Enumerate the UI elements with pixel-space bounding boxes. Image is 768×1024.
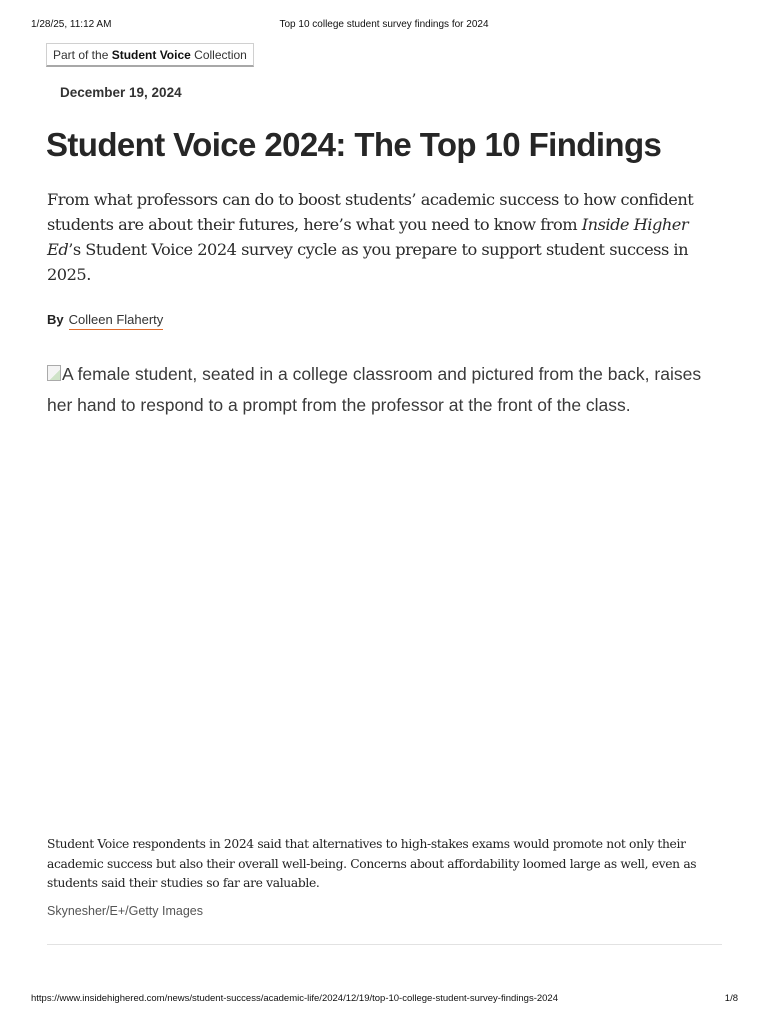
image-alt-text: A female student, seated in a college classroom and pictured from the back, raises her hand to respond to a prompt from the professor at the front of the class.: [47, 364, 702, 415]
print-url: https://www.insidehighered.com/news/student-success/academic-life/2024/12/19/top-10-college-student-survey-findings-2024: [31, 993, 559, 1004]
collection-name: Student Voice: [111, 48, 191, 62]
dek-publication: Inside Higher Ed: [47, 215, 689, 259]
dek-text-1: From what professors can do to boost students’ academic success to how confident students are about their futures, here’s what you need to know from: [47, 190, 694, 234]
collection-suffix: Collection: [190, 48, 247, 62]
print-header: [0, 19, 768, 33]
divider: [47, 944, 722, 945]
image-credit: Skynesher/E+/Getty Images: [47, 904, 203, 918]
article-dek: [47, 187, 722, 287]
collection-prefix: Part of the: [53, 48, 112, 62]
print-timestamp: 1/28/25, 11:12 AM: [31, 19, 112, 30]
image-caption: Student Voice respondents in 2024 said that alternatives to high-stakes exams would promote not only their academic success but also their overall well-being. Concerns about affordability loomed large as well, even as students said their studies so far are valuable.: [47, 837, 697, 890]
print-footer: [0, 993, 768, 1007]
byline-label: By: [47, 312, 64, 327]
byline: [47, 312, 163, 327]
page-number: 1/8: [724, 993, 738, 1004]
article-headline: Student Voice 2024: The Top 10 Findings: [46, 126, 662, 163]
print-page-title: Top 10 college student survey findings for 2024: [279, 19, 489, 30]
collection-tag-link[interactable]: [46, 43, 254, 67]
broken-image-icon: [47, 365, 61, 381]
article-date: December 19, 2024: [60, 85, 182, 100]
dek-text-2: ’s Student Voice 2024 survey cycle as you prepare to support student success in 2025.: [47, 240, 689, 284]
author-link[interactable]: Colleen Flaherty: [69, 312, 164, 330]
article-image: [47, 359, 727, 819]
